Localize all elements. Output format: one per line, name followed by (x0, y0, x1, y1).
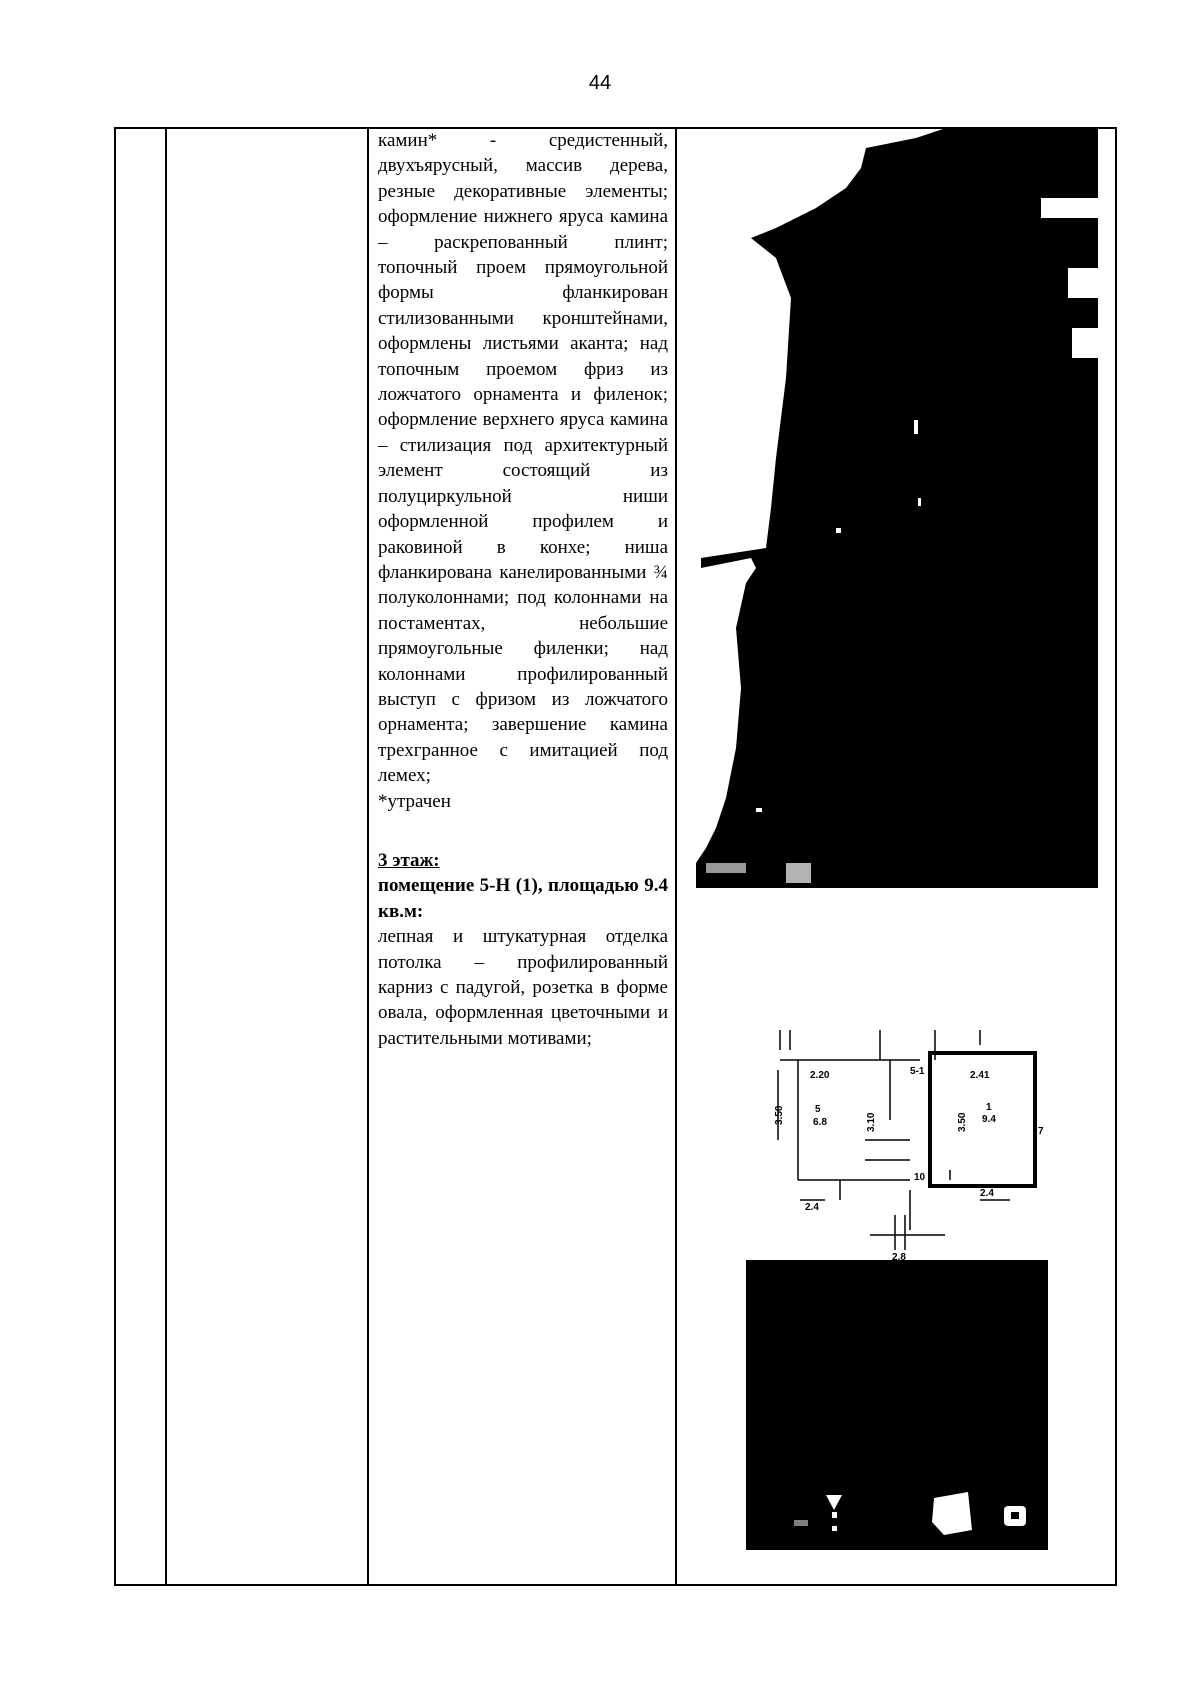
description-cell (378, 128, 668, 1051)
plan-label-r1-num: 5 (815, 1104, 821, 1115)
plan-label-section: 5-1 (910, 1066, 925, 1077)
floor-heading: 3 этаж: (378, 849, 440, 871)
fireplace-photo (696, 128, 1098, 888)
page-number: 44 (588, 72, 612, 94)
fireplace-description: камин* - средистенный, двухъярусный, массив дерева, резные декоративные элементы; оформление нижнего яруса камина – раскрепованный плинт; топочный проем прямоугольной формы фланкирован стилизованными кронштейнами, оформлены листьями аканта; над топочным проемом фриз из ложчатого орнамента и филенок; оформление верхнего яруса камина – стилизация под архитектурный элемент состоящий из полуциркульной ниши оформленной профилем и раковиной в конхе; ниша фланкирована канелированными ¾ полуколоннами; под колоннами на постаментах, небольшие прямоугольные филенки; над колоннами профилированный выступ с фризом из ложчатого орнамента; завершение камина трехгранное с имитацией под лемех; (378, 130, 668, 787)
ceiling-description: лепная и штукатурная отделка потолка – профилированный карниз с падугой, розетка в форме овала, оформленная цветочными и растительными мотивами; (378, 926, 668, 1049)
plan-label-bottom-center: 2.8 (892, 1252, 906, 1260)
plan-label-side: 7 (1038, 1126, 1044, 1137)
floor-plan (770, 1030, 1060, 1260)
column-divider-1 (165, 129, 167, 1584)
column-divider-3 (675, 129, 677, 1584)
ceiling-photo (746, 1260, 1048, 1550)
plan-label-small: 10 (914, 1172, 926, 1183)
plan-label-r1-area: 6.8 (813, 1117, 827, 1128)
plan-label-bottom-left: 2.4 (805, 1202, 819, 1213)
footnote: *утрачен (378, 790, 451, 812)
plan-label-r2-area: 9.4 (982, 1114, 996, 1125)
plan-label-r2-num: 1 (986, 1102, 992, 1113)
plan-label-r2-top: 2.41 (970, 1070, 990, 1081)
plan-label-r1-height: 3.50 (774, 1105, 785, 1125)
plan-label-bottom-right: 2.4 (980, 1188, 994, 1199)
plan-label-r2-height: 3.50 (957, 1112, 968, 1132)
room-title: помещение 5-Н (1), площадью 9.4 кв.м: (378, 875, 668, 922)
column-divider-2 (367, 129, 369, 1584)
plan-label-r1-top: 2.20 (810, 1070, 830, 1081)
plan-label-mid-dim: 3.10 (866, 1112, 877, 1132)
